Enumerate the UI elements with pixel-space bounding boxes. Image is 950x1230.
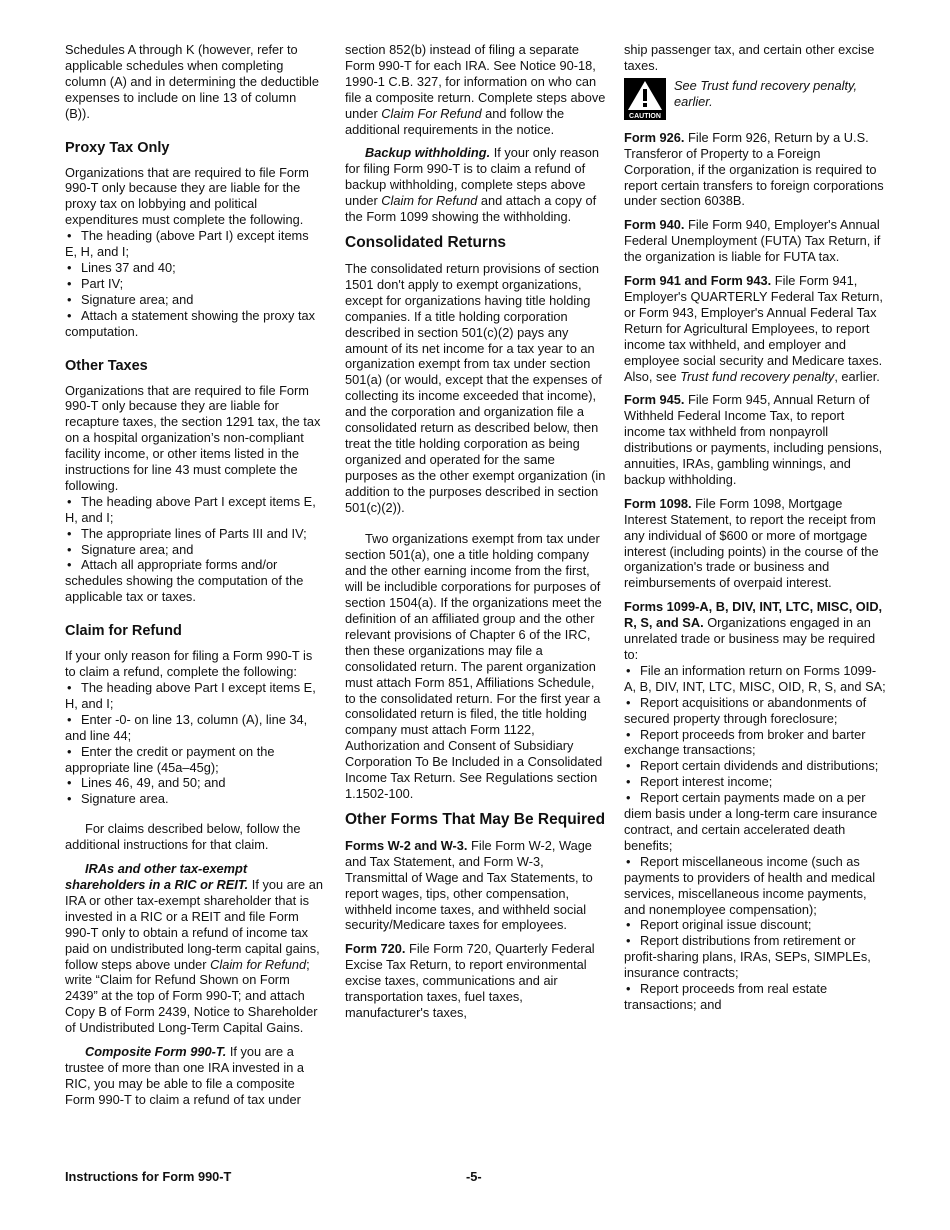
list-item: • Enter -0- on line 13, column (A), line 34, and line 44; xyxy=(65,712,323,744)
other-taxes-list xyxy=(65,494,323,605)
f945-text: File Form 945, Annual Return of Withheld Federal Income Tax, to report income tax withheld from nonpayroll distributions or payments, including pensions, annuities, IRAs, gambling winnings, and backup withholding. xyxy=(624,392,883,487)
other-taxes-paragraph: Organizations that are required to file Form 990-T only because they are liable for recapture taxes, the section 1291 tax, the tax on a hospital organization’s non-compliant facility income, or other items listed in the instructions for line 43 must complete the following. xyxy=(65,382,321,493)
list-item: • Lines 37 and 40; xyxy=(65,260,323,276)
claim-for-refund-paragraph: If your only reason for filing a Form 990-T is to claim a refund, complete the following: xyxy=(65,648,313,680)
caution-see: See xyxy=(674,77,697,93)
list-item: • The heading (above Part I) except items E, H, and I; xyxy=(65,228,323,260)
f720-text: File Form 720, Quarterly Federal Excise Tax Return, to report environmental excise taxes, communications and air transportation taxes, fuel taxes, manufacturer's taxes, xyxy=(345,941,595,1020)
list-item: • Report proceeds from real estate transactions; and xyxy=(624,981,886,1013)
list-item: • Report interest income; xyxy=(624,774,886,790)
f1099-title: Forms 1099-A, B, DIV, INT, LTC, MISC, OID, R, S, and SA. xyxy=(624,599,883,631)
w2-paragraph xyxy=(345,838,607,933)
composite-title: Composite Form 990-T. xyxy=(85,1044,227,1060)
list-item: • Attach all appropriate forms and/or schedules showing the computation of the applicable tax or taxes. xyxy=(65,557,323,605)
list-item: • Enter the credit or payment on the appropriate line (45a–45g); xyxy=(65,744,323,776)
list-item: • Lines 46, 49, and 50; and xyxy=(65,775,323,791)
backup-paragraph xyxy=(345,145,607,225)
ira-title: IRAs and other tax-exempt shareholders in a RIC or REIT. xyxy=(65,861,249,892)
claim-for-refund-list xyxy=(65,680,323,807)
f940-paragraph xyxy=(624,217,886,265)
other-forms-heading: Other Forms That May Be Required xyxy=(345,810,606,828)
f926-title: Form 926. xyxy=(624,129,685,145)
f941-ref: Trust fund recovery penalty xyxy=(680,368,835,384)
consolidated-paragraph-1: The consolidated return provisions of section 1501 don't apply to exempt organizations, except for organizations having title holding companies. If a title holding corporation described in section 501(c)(2) pays any amount of its net income for a tax year to an organization exempt from tax under section 501(a) (or would, except that the expenses of collecting its income exceeded that income), and the corporation and organization file a consolidated return as described below, then treat the title holding corporation as being organized and operated for the same purposes as the other exempt organization (in addition to the purposes described in section 501(c)(2)). xyxy=(345,260,606,515)
list-item: • Report acquisitions or abandonments of secured property through foreclosure; xyxy=(624,695,886,727)
list-item: • Signature area. xyxy=(65,791,323,807)
list-item: • The appropriate lines of Parts III and IV; xyxy=(65,526,323,542)
list-item: • Part IV; xyxy=(65,276,323,292)
f945-paragraph xyxy=(624,392,886,487)
caution-text xyxy=(674,78,886,110)
f1098-paragraph xyxy=(624,496,886,591)
f926-text: File Form 926, Return by a U.S. Transferor of Property to a Foreign Corporation, if the organization is required to report certain transfers to foreign corporations under section 6038B. xyxy=(624,129,884,209)
backup-ref: Claim for Refund xyxy=(381,193,478,209)
list-item: • Attach a statement showing the proxy tax computation. xyxy=(65,308,323,340)
column-3 xyxy=(624,42,886,1021)
composite-paragraph xyxy=(65,1044,323,1108)
f941-text-1: File Form 941, Employer's QUARTERLY Federal Tax Return, or Form 943, Employer's Annual Federal Tax Return for Agricultural Employees, to report income tax withheld, and employer and employee social security and Medicare taxes. Also, see xyxy=(624,273,883,384)
claim-for-refund-heading: Claim for Refund xyxy=(65,623,182,640)
list-item: • Report distributions from retirement or profit-sharing plans, IRAs, SEPs, SIMPLEs, insurance contracts; xyxy=(624,933,886,981)
proxy-tax-heading: Proxy Tax Only xyxy=(65,139,170,156)
cont-ref: Claim For Refund xyxy=(381,105,482,121)
caution-icon xyxy=(624,78,666,120)
cont-text-1: section 852(b) instead of filing a separate Form 990-T for each IRA. See Notice 90-18, 1990-1 C.B. 327, for information on who can file a composite return. Complete steps above under xyxy=(345,42,606,121)
w2-text: File Form W-2, Wage and Tax Statement, and Form W-3, Transmittal of Wage and Tax Statements, to report wages, tips, other compensation, withheld income taxes, and withheld social security/Medicare taxes for employees. xyxy=(345,837,593,933)
caution-note xyxy=(624,78,886,120)
f941-paragraph xyxy=(624,273,886,384)
list-item: • Report miscellaneous income (such as payments to providers of health and medical services, miscellaneous income payments, and nonemployee compensation); xyxy=(624,854,886,918)
proxy-tax-paragraph: Organizations that are required to file Form 990-T only because they are liable for the proxy tax on lobbying and political expenditures must complete the following. xyxy=(65,164,309,228)
footer-title: Instructions for Form 990-T xyxy=(65,1169,232,1184)
w2-title: Forms W-2 and W-3. xyxy=(345,837,468,853)
list-item: • The heading above Part I except items E, H, and I; xyxy=(65,494,323,526)
f945-title: Form 945. xyxy=(624,392,685,408)
list-item: • Report original issue discount; xyxy=(624,917,886,933)
column-1 xyxy=(65,42,323,1116)
consolidated-paragraph-2: Two organizations exempt from tax under section 501(a), one a title holding company and the other earning income from the first, will be includible corporations for purposes of section 1504(a). If the organizations meet the definition of an affiliated group and the other relevant provisions of Chapter 6 of the IRC, then these organizations may file a consolidated return. The parent organization must attach Form 851, Affiliations Schedule, to the consolidated return. For the first year a consolidated return is filed, the title holding company must attach Form 1122, Authorization and Consent of Subsidiary Corporation To Be Included in a Consolidated Income Tax Return. See Regulations section 1.1502-100. xyxy=(345,531,603,801)
f1098-title: Form 1098. xyxy=(624,495,692,511)
ira-ref: Claim for Refund xyxy=(210,956,307,972)
f926-paragraph xyxy=(624,130,886,210)
caution-ref: Trust fund recovery penalty, earlier. xyxy=(674,77,858,109)
ira-text-2: ; write “Claim for Refund Shown on Form 2439” at the top of Form 990-T; and attach Copy B of Form 2439, Notice to Shareholder of Undistributed Long-Term Capital Gains. xyxy=(65,956,318,1036)
f1098-text: File Form 1098, Mortgage Interest Statement, to report the receipt from any individual of $600 or more of mortgage interest (including points) in the course of the organization's trade or business and reimbursements of overpaid interest. xyxy=(624,495,879,591)
proxy-tax-list xyxy=(65,228,323,339)
intro-paragraph: Schedules A through K (however, refer to applicable schedules when completing column (A) and in determining the deductible expenses to include on line 13 of column (B)). xyxy=(65,42,319,121)
consolidated-returns-heading: Consolidated Returns xyxy=(345,233,507,251)
list-item: • Report proceeds from broker and barter exchange transactions; xyxy=(624,727,886,759)
list-item: • Report certain payments made on a per diem basis under a long-term care insurance contract, and certain accelerated death benefits; xyxy=(624,790,886,854)
composite-continued xyxy=(345,42,607,137)
cont-text-2: and follow the additional requirements in the notice. xyxy=(345,105,565,137)
other-taxes-heading: Other Taxes xyxy=(65,357,148,374)
ira-paragraph xyxy=(65,861,323,1036)
claims-below-paragraph: For claims described below, follow the additional instructions for that claim. xyxy=(65,821,301,853)
f941-title: Form 941 and Form 943. xyxy=(624,273,772,289)
list-item: • Signature area; and xyxy=(65,292,323,308)
list-item: • Report certain dividends and distributions; xyxy=(624,758,886,774)
f940-title: Form 940. xyxy=(624,217,685,233)
backup-title: Backup withholding. xyxy=(365,145,491,161)
f720-paragraph xyxy=(345,941,607,1021)
f1099-text: Organizations engaged in an unrelated trade or business may be required to: xyxy=(624,615,876,662)
caution-label: CAUTION xyxy=(629,112,661,120)
f940-text: File Form 940, Employer's Annual Federal Unemployment (FUTA) Tax Return, if the organization is liable for FUTA tax. xyxy=(624,217,881,265)
backup-text-2: and attach a copy of the Form 1099 showing the withholding. xyxy=(345,193,597,225)
backup-text-1: If your only reason for filing Form 990-T is to claim a refund of backup withholding, complete steps above under xyxy=(345,145,599,209)
composite-text: If you are a trustee of more than one IRA invested in a RIC, you may be able to file a composite Form 990-T to claim a refund of tax under xyxy=(65,1044,305,1107)
f941-text-2: , earlier. xyxy=(834,368,880,384)
f720-title: Form 720. xyxy=(345,941,406,957)
list-item: • Signature area; and xyxy=(65,542,323,558)
f1099-paragraph xyxy=(624,599,886,663)
page-number: -5- xyxy=(466,1169,482,1184)
column-2 xyxy=(345,42,607,1029)
list-item: • The heading above Part I except items E, H, and I; xyxy=(65,680,323,712)
ira-text-1: If you are an IRA or other tax-exempt shareholder that is invested in a RIC or a REIT and file Form 990-T only to obtain a refund of income tax paid on undistributed long-term capital gains, follow steps above under xyxy=(65,876,323,972)
excise-continued: ship passenger tax, and certain other excise taxes. xyxy=(624,42,875,73)
f1099-list xyxy=(624,663,886,1013)
list-item: • File an information return on Forms 1099-A, B, DIV, INT, LTC, MISC, OID, R, S, and SA; xyxy=(624,663,886,695)
